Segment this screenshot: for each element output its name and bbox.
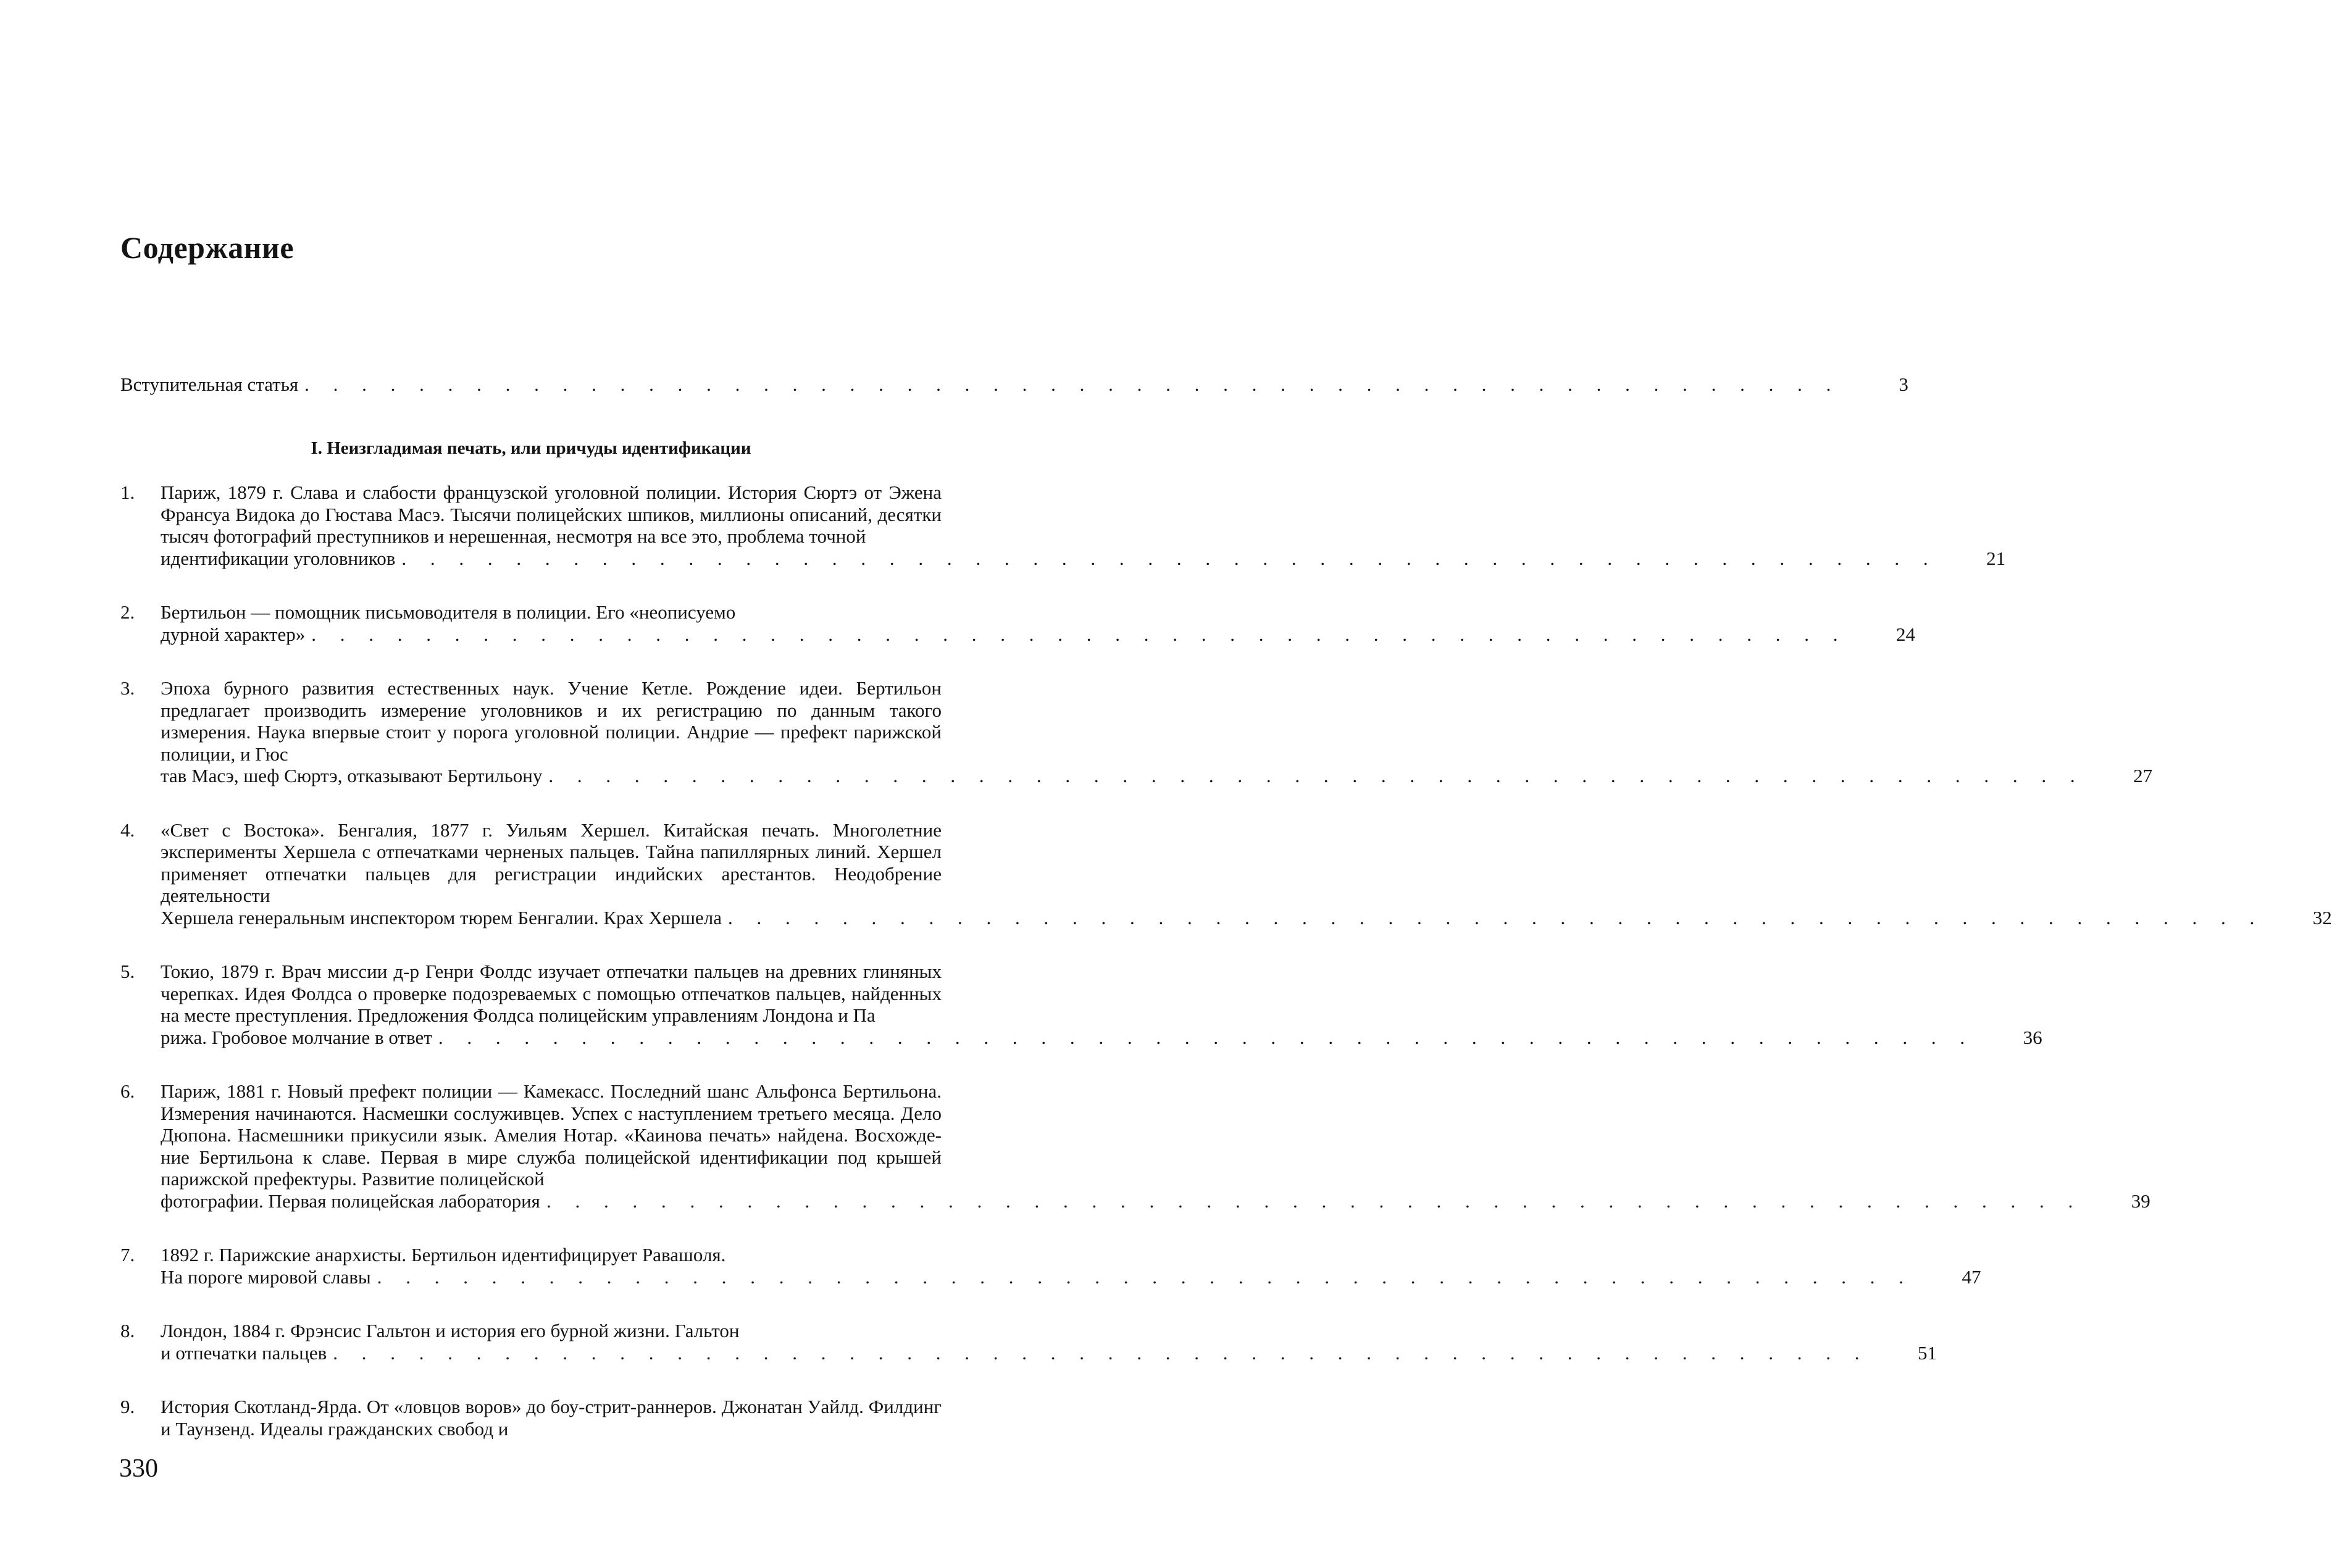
section-heading: I. Неизгладимая печать, или причуды идентификации xyxy=(311,438,751,458)
toc-page-number: 51 xyxy=(1918,1341,1937,1364)
toc-entry-last-line: рижа. Гробовое молчание в ответ xyxy=(161,1026,432,1048)
toc-entry xyxy=(120,1396,942,1440)
dot-leader: . . . . . . . . . . . . . . . . . . . . . . . . . . . . . . . . . . . . . . . . . . . . . . . . . . . . . . xyxy=(438,1026,1975,1048)
toc-entry-last-line: фотографии. Первая полицейская лаборатория xyxy=(161,1190,540,1212)
toc-page-number: 36 xyxy=(2023,1026,2042,1048)
toc-page-number: 24 xyxy=(1896,623,1916,645)
toc-entry xyxy=(120,1080,2150,1212)
toc-entry-last-line: тав Масэ, шеф Сюртэ, отказывают Бертильону xyxy=(161,765,543,786)
toc-entry xyxy=(120,1320,1937,1364)
toc-entry xyxy=(120,961,2042,1048)
dot-leader: . . . . . . . . . . . . . . . . . . . . . . . . . . . . . . . . . . . . . . . . . . . . . . . . . . . . . . xyxy=(311,623,1848,645)
toc-entry-number: 6. xyxy=(120,1080,135,1102)
toc-entry-text: Токио, 1879 г. Врач миссии д-р Генри Фолдс изучает отпечатки пальцев на древних глиняных черепках. Идея Фолдса о проверке подозреваемых с помощью отпечатков пальцев, найденных на месте преступления. Предложения Фолдса полицейским управлениям Лондона и Па xyxy=(161,961,942,1026)
toc-page-number: 21 xyxy=(1986,547,2006,569)
toc-entry-last-line: дурной характер» xyxy=(161,623,306,645)
toc-intro-label: Вступительная статья xyxy=(120,373,299,395)
dot-leader: . . . . . . . . . . . . . . . . . . . . . . . . . . . . . . . . . . . . . . . . . . . . . . . . . . . . . . xyxy=(377,1266,1913,1288)
toc-page-number: 39 xyxy=(2131,1190,2150,1212)
toc-entry xyxy=(120,819,2332,929)
toc-entry-text: Париж, 1881 г. Новый префект полиции — Камекасс. Последний шанс Альфонса Бертильона. Измерения начинаются. Насмешки сослуживцев. Успех с наступлением третьего месяца. Дело Дюпона. Насмешники прикусили язык. Амелия Нотар. «Каинова печать» найдена. Восхождение Бертильона к славе. Первая в мире служба полицейской идентификации под крышей парижской префектуры. Развитие полицейской xyxy=(161,1080,942,1190)
toc-entry-text: Париж, 1879 г. Слава и слабости французской уголовной полиции. История Сюртэ от Эжена Франсуа Видока до Гюстава Масэ. Тысячи полицейских шпиков, миллионы описаний, десятки тысяч фотографий преступников и нерешенная, несмотря на все это, проблема точной xyxy=(161,482,942,547)
toc-entry-number: 4. xyxy=(120,819,135,841)
toc-entry-last-line: На пороге мировой славы xyxy=(161,1266,371,1288)
toc-entry-text: 1892 г. Парижские анархисты. Бертильон идентифицирует Равашоля. xyxy=(161,1244,726,1266)
toc-intro-entry xyxy=(120,373,1908,395)
toc-entry-number: 1. xyxy=(120,482,135,503)
toc-entry-number: 5. xyxy=(120,961,135,982)
dot-leader: . . . . . . . . . . . . . . . . . . . . . . . . . . . . . . . . . . . . . . . . . . . . . . . . . . . . . . xyxy=(728,906,2264,928)
toc-page-number: 27 xyxy=(2133,765,2153,786)
toc-entry xyxy=(120,601,1916,645)
toc-entry xyxy=(120,677,2153,787)
toc-page-number: 32 xyxy=(2312,906,2332,928)
toc-entry-text: История Скотланд-Ярда. От «ловцов воров» до боу-стрит-раннеров. Джонатан Уайлд. Филдинг и Таунзенд. Идеалы гражданских свобод и xyxy=(161,1396,942,1440)
toc-page-number: 47 xyxy=(1962,1266,1981,1288)
toc-entry xyxy=(120,1244,1981,1288)
toc-entry-text: Бертильон — помощник письмоводителя в полиции. Его «неописуемо xyxy=(161,601,736,623)
toc-entry-list xyxy=(120,482,2332,1440)
toc-entry-number: 9. xyxy=(120,1396,135,1417)
toc-entry-last-line: идентификации уголовников xyxy=(161,547,396,569)
page-folio-number: 330 xyxy=(119,1454,158,1483)
toc-entry xyxy=(120,482,2006,569)
dot-leader: . . . . . . . . . . . . . . . . . . . . . . . . . . . . . . . . . . . . . . . . . . . . . . . . . . . . . . xyxy=(548,765,2085,786)
page-title: Содержание xyxy=(120,230,295,265)
toc-entry-number: 2. xyxy=(120,601,135,623)
toc-entry-text: Эпоха бурного развития естественных наук. Учение Кетле. Рождение идеи. Бертильон предлагает производить измерение уголовников и их регистрацию по данным такого измерения. Наука впервые стоит у порога уголовной полиции. Андрие — префект парижской полиции, и Гюс xyxy=(161,677,942,765)
toc-entry-text: Лондон, 1884 г. Фрэнсис Гальтон и история его бурной жизни. Гальтон xyxy=(161,1320,740,1341)
toc-entry-number: 3. xyxy=(120,677,135,699)
toc-page-number: 3 xyxy=(1899,373,1908,395)
dot-leader: . . . . . . . . . . . . . . . . . . . . . . . . . . . . . . . . . . . . . . . . . . . . . . . . . . . . . . xyxy=(304,373,1841,395)
toc-entry-last-line: Хершела генеральным инспектором тюрем Бенгалии. Крах Хершела xyxy=(161,906,722,928)
toc-entry-number: 8. xyxy=(120,1320,135,1341)
dot-leader: . . . . . . . . . . . . . . . . . . . . . . . . . . . . . . . . . . . . . . . . . . . . . . . . . . . . . . xyxy=(333,1341,1870,1364)
toc-entry-last-line: и отпечатки пальцев xyxy=(161,1341,327,1364)
dot-leader: . . . . . . . . . . . . . . . . . . . . . . . . . . . . . . . . . . . . . . . . . . . . . . . . . . . . . . xyxy=(401,547,1938,569)
toc-entry-number: 7. xyxy=(120,1244,135,1266)
toc-entry-text: «Свет с Востока». Бенгалия, 1877 г. Уильям Хершел. Китайская печать. Многолетние эксперименты Хершела с отпечатками черненых пальцев. Тайна папиллярных линий. Хершел применяет отпечатки пальцев для регистрации индийских арестантов. Неодобрение деятельности xyxy=(161,819,942,906)
dot-leader: . . . . . . . . . . . . . . . . . . . . . . . . . . . . . . . . . . . . . . . . . . . . . . . . . . . . . . xyxy=(546,1190,2083,1212)
